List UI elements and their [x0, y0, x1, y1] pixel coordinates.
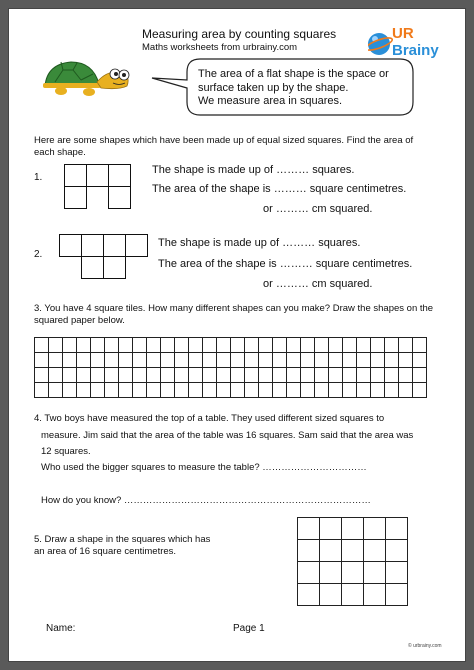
grid-cell[interactable] [91, 353, 105, 368]
grid-cell[interactable] [245, 368, 259, 383]
urbrainy-logo [368, 22, 440, 62]
grid-cell[interactable] [217, 353, 231, 368]
worksheet-title: Measuring area by counting squares [142, 27, 337, 41]
grid-cell[interactable] [161, 338, 175, 353]
grid-cell[interactable] [189, 368, 203, 383]
grid-cell[interactable] [342, 584, 364, 606]
grid-cell[interactable] [357, 383, 371, 398]
grid-cell[interactable] [49, 353, 63, 368]
grid-cell[interactable] [315, 368, 329, 383]
grid-cell[interactable] [413, 353, 427, 368]
shape-square [125, 234, 148, 257]
grid-cell[interactable] [231, 383, 245, 398]
grid-cell[interactable] [161, 353, 175, 368]
grid-cell[interactable] [371, 353, 385, 368]
grid-cell[interactable] [49, 368, 63, 383]
grid-cell[interactable] [175, 383, 189, 398]
grid-cell[interactable] [329, 338, 343, 353]
svg-text:Brainy: Brainy [392, 42, 439, 59]
grid-cell[interactable] [315, 338, 329, 353]
grid-cell[interactable] [399, 338, 413, 353]
grid-cell[interactable] [298, 562, 320, 584]
turtle-illustration [41, 58, 133, 98]
shape-square [86, 164, 109, 187]
shape-square [64, 164, 87, 187]
grid-cell[interactable] [342, 540, 364, 562]
intro-text: Here are some shapes which have been made up of equal sized squares. Find the area of each shape. [34, 135, 414, 158]
grid-cell[interactable] [413, 338, 427, 353]
grid-cell[interactable] [385, 338, 399, 353]
question-2-line-1: The shape is made up of ……… squares. [158, 237, 361, 249]
copyright-credit: © urbrainy.com [408, 643, 442, 649]
grid-cell[interactable] [35, 338, 49, 353]
grid-cell[interactable] [217, 383, 231, 398]
grid-cell[interactable] [77, 338, 91, 353]
grid-cell[interactable] [342, 518, 364, 540]
grid-cell[interactable] [413, 368, 427, 383]
grid-cell[interactable] [385, 368, 399, 383]
question-2-number: 2. [34, 249, 43, 260]
grid-cell[interactable] [231, 353, 245, 368]
grid-cell[interactable] [301, 353, 315, 368]
grid-cell[interactable] [287, 383, 301, 398]
grid-cell[interactable] [399, 383, 413, 398]
grid-cell[interactable] [357, 368, 371, 383]
grid-cell[interactable] [203, 338, 217, 353]
grid-cell[interactable] [119, 353, 133, 368]
grid-cell[interactable] [329, 368, 343, 383]
question-1-line-3: or ……… cm squared. [263, 203, 373, 215]
grid-cell[interactable] [357, 353, 371, 368]
grid-cell[interactable] [35, 353, 49, 368]
grid-cell[interactable] [385, 383, 399, 398]
shape-square [108, 186, 131, 209]
grid-cell[interactable] [364, 518, 386, 540]
grid-cell[interactable] [161, 383, 175, 398]
grid-cell[interactable] [119, 338, 133, 353]
grid-cell[interactable] [287, 353, 301, 368]
grid-cell[interactable] [364, 562, 386, 584]
question-4-answer-2[interactable]: How do you know? …………………………………………………………………… [41, 495, 371, 506]
page-number: Page 1 [233, 623, 265, 634]
grid-cell[interactable] [105, 368, 119, 383]
grid-cell[interactable] [77, 353, 91, 368]
grid-cell[interactable] [343, 368, 357, 383]
grid-cell[interactable] [343, 338, 357, 353]
question-3-text: 3. You have 4 square tiles. How many different shapes can you make? Draw the shapes on the squared paper below. [34, 303, 434, 326]
grid-cell[interactable] [357, 338, 371, 353]
grid-cell[interactable] [259, 383, 273, 398]
grid-cell[interactable] [320, 518, 342, 540]
grid-cell[interactable] [91, 338, 105, 353]
grid-cell[interactable] [77, 368, 91, 383]
question-1-line-1: The shape is made up of ……… squares. [152, 164, 355, 176]
grid-cell[interactable] [175, 368, 189, 383]
grid-cell[interactable] [133, 353, 147, 368]
svg-text:UR: UR [392, 25, 414, 42]
grid-cell[interactable] [49, 338, 63, 353]
grid-cell[interactable] [203, 383, 217, 398]
question-2-line-2: The area of the shape is ……… square centimetres. [158, 258, 413, 270]
grid-cell[interactable] [189, 383, 203, 398]
grid-cell[interactable] [329, 383, 343, 398]
grid-cell[interactable] [301, 368, 315, 383]
grid-cell[interactable] [77, 383, 91, 398]
grid-cell[interactable] [399, 353, 413, 368]
grid-cell[interactable] [147, 383, 161, 398]
grid-cell[interactable] [147, 338, 161, 353]
grid-cell[interactable] [385, 353, 399, 368]
question-4-line-3: 12 squares. [41, 446, 91, 457]
grid-cell[interactable] [231, 338, 245, 353]
grid-cell[interactable] [189, 338, 203, 353]
grid-cell[interactable] [63, 353, 77, 368]
shape-square [59, 234, 82, 257]
question-2-line-3: or ……… cm squared. [263, 278, 373, 290]
grid-cell[interactable] [133, 338, 147, 353]
grid-cell[interactable] [203, 368, 217, 383]
grid-cell[interactable] [301, 383, 315, 398]
grid-cell[interactable] [273, 338, 287, 353]
grid-cell[interactable] [63, 338, 77, 353]
grid-cell[interactable] [217, 338, 231, 353]
grid-cell[interactable] [259, 368, 273, 383]
grid-cell[interactable] [147, 368, 161, 383]
bubble-line-2: surface taken up by the shape. [198, 81, 349, 94]
grid-cell[interactable] [245, 383, 259, 398]
grid-cell[interactable] [203, 353, 217, 368]
grid-cell[interactable] [301, 338, 315, 353]
grid-cell[interactable] [342, 562, 364, 584]
grid-cell[interactable] [91, 368, 105, 383]
shape-square [81, 256, 104, 279]
grid-cell[interactable] [175, 338, 189, 353]
shape-square [103, 234, 126, 257]
name-label: Name: [46, 623, 76, 634]
shape-square [108, 164, 131, 187]
grid-cell[interactable] [63, 368, 77, 383]
grid-cell[interactable] [364, 540, 386, 562]
grid-cell[interactable] [364, 584, 386, 606]
question-4-line-2: measure. Jim said that the area of the table was 16 squares. Sam said that the area was [41, 430, 414, 441]
bubble-text [198, 68, 408, 109]
grid-cell[interactable] [259, 353, 273, 368]
grid-cell[interactable] [320, 584, 342, 606]
bubble-line-1: The area of a flat shape is the space or [198, 68, 389, 80]
grid-cell[interactable] [49, 383, 63, 398]
grid-cell[interactable] [371, 383, 385, 398]
grid-cell[interactable] [329, 353, 343, 368]
shape-square [64, 186, 87, 209]
grid-cell[interactable] [217, 368, 231, 383]
grid-cell[interactable] [133, 368, 147, 383]
question-4-line-1: 4. Two boys have measured the top of a table. They used different sized squares to [34, 413, 385, 424]
grid-cell[interactable] [399, 368, 413, 383]
grid-cell[interactable] [35, 368, 49, 383]
question-5-text: 5. Draw a shape in the squares which has an area of 16 square centimetres. [34, 534, 211, 557]
question-1-line-2: The area of the shape is ……… square centimetres. [152, 183, 407, 195]
grid-cell[interactable] [119, 368, 133, 383]
grid-cell[interactable] [343, 353, 357, 368]
grid-cell[interactable] [371, 368, 385, 383]
grid-cell[interactable] [119, 383, 133, 398]
grid-cell[interactable] [259, 338, 273, 353]
grid-cell[interactable] [371, 338, 385, 353]
grid-cell[interactable] [91, 383, 105, 398]
grid-cell[interactable] [298, 540, 320, 562]
grid-cell[interactable] [386, 518, 408, 540]
grid-cell[interactable] [298, 518, 320, 540]
grid-cell[interactable] [320, 540, 342, 562]
grid-cell[interactable] [273, 368, 287, 383]
grid-cell[interactable] [161, 368, 175, 383]
question-4-answer-1[interactable]: Who used the bigger squares to measure the table? …………………………… [41, 462, 367, 473]
grid-cell[interactable] [105, 338, 119, 353]
grid-cell[interactable] [386, 562, 408, 584]
grid-cell[interactable] [315, 353, 329, 368]
squared-paper-grid[interactable] [34, 337, 427, 398]
grid-cell[interactable] [175, 353, 189, 368]
question-1-number: 1. [34, 172, 43, 183]
grid-cell[interactable] [413, 383, 427, 398]
grid-cell[interactable] [315, 383, 329, 398]
grid-cell[interactable] [320, 562, 342, 584]
grid-cell[interactable] [105, 383, 119, 398]
grid-cell[interactable] [231, 368, 245, 383]
grid-cell[interactable] [343, 383, 357, 398]
grid-cell[interactable] [273, 353, 287, 368]
question-5-grid[interactable] [297, 517, 408, 606]
grid-cell[interactable] [63, 383, 77, 398]
grid-cell[interactable] [287, 368, 301, 383]
worksheet-subtitle: Maths worksheets from urbrainy.com [142, 42, 298, 53]
grid-cell[interactable] [245, 353, 259, 368]
grid-cell[interactable] [386, 584, 408, 606]
shape-square [103, 256, 126, 279]
grid-cell[interactable] [386, 540, 408, 562]
grid-cell[interactable] [133, 383, 147, 398]
shape-square [81, 234, 104, 257]
grid-cell[interactable] [245, 338, 259, 353]
grid-cell[interactable] [105, 353, 119, 368]
grid-cell[interactable] [273, 383, 287, 398]
grid-cell[interactable] [147, 353, 161, 368]
grid-cell[interactable] [287, 338, 301, 353]
grid-cell[interactable] [35, 383, 49, 398]
bubble-line-3: We measure area in squares. [198, 95, 343, 107]
grid-cell[interactable] [298, 584, 320, 606]
grid-cell[interactable] [189, 353, 203, 368]
